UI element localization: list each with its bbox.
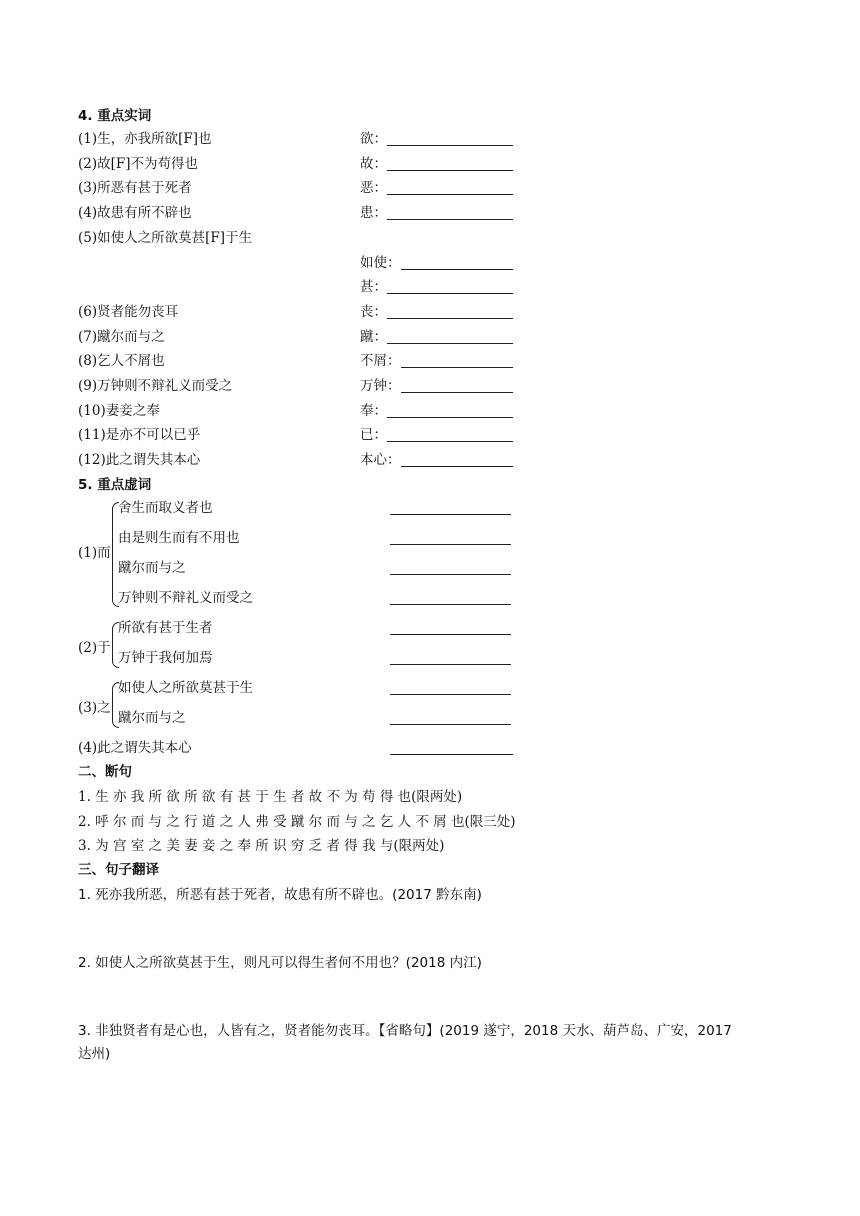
group-er-line-2: 由是则生而有不用也: [118, 530, 240, 546]
answer-blank[interactable]: [390, 724, 511, 725]
key-word-sentence: (8)乞人不屑也: [78, 353, 165, 369]
section-5-title: 5. 重点虚词: [78, 477, 152, 493]
answer-blank[interactable]: [387, 441, 513, 442]
answer-blank[interactable]: [387, 318, 513, 319]
key-word-label: 恶：: [360, 180, 387, 196]
key-word-label: 已：: [360, 427, 387, 443]
answer-blank[interactable]: [387, 145, 513, 146]
group-yu-line-2: 万钟于我何加焉: [118, 650, 213, 666]
answer-blank[interactable]: [387, 417, 513, 418]
group-er-line-4: 万钟则不辩礼义而受之: [118, 590, 253, 606]
key-word-sentence: (9)万钟则不辩礼义而受之: [78, 378, 233, 394]
key-word-label: 蹴：: [360, 329, 387, 345]
key-word-sentence: (3)所恶有甚于死者: [78, 180, 192, 196]
group-er-line-3: 蹴尔而与之: [118, 560, 186, 576]
answer-blank[interactable]: [401, 367, 514, 368]
answer-blank[interactable]: [390, 694, 511, 695]
duanju-title: 二、断句: [78, 764, 132, 780]
group-zhi-line-1: 如使人之所欲莫甚于生: [118, 680, 253, 696]
answer-blank[interactable]: [387, 343, 513, 344]
key-word-label: 患：: [360, 205, 387, 221]
key-word-sentence: (1)生，亦我所欲[F]也: [78, 131, 212, 147]
key-word-label: 本心：: [360, 452, 401, 468]
answer-blank[interactable]: [387, 293, 513, 294]
key-word-label: 万钟：: [360, 378, 401, 394]
group-yu-label: (2)于: [78, 640, 111, 656]
translation-q3-line1: 3. 非独贤者有是心也，人皆有之，贤者能勿丧耳。【省略句】(2019 遂宁，2018 天水、葫芦岛、广安，2017: [78, 1023, 732, 1039]
translation-q3-line2: 达州): [78, 1046, 111, 1062]
fanyi-title: 三、句子翻译: [78, 862, 159, 878]
key-word-sentence: (6)贤者能勿丧耳: [78, 304, 179, 320]
answer-blank[interactable]: [390, 604, 511, 605]
key-word-label: 甚：: [360, 279, 387, 295]
answer-blank[interactable]: [401, 392, 514, 393]
answer-blank[interactable]: [387, 219, 513, 220]
key-word-label: 奉：: [360, 403, 387, 419]
function-word-item-4: (4)此之谓失其本心: [78, 740, 192, 756]
answer-blank[interactable]: [387, 170, 513, 171]
translation-q1: 1. 死亦我所恶，所恶有甚于死者，故患有所不辟也。(2017 黔东南): [78, 887, 482, 903]
section-4-title: 4. 重点实词: [78, 108, 152, 124]
duanju-line-1: 1. 生 亦 我 所 欲 所 欲 有 甚 于 生 者 故 不 为 苟 得 也(限两处): [78, 789, 463, 805]
group-zhi-line-2: 蹴尔而与之: [118, 710, 186, 726]
key-word-sentence: (12)此之谓失其本心: [78, 452, 201, 468]
key-word-sentence: (11)是亦不可以已乎: [78, 427, 201, 443]
answer-blank[interactable]: [390, 754, 513, 755]
group-er-line-1: 舍生而取义者也: [118, 500, 213, 516]
key-word-sentence: (5)如使人之所欲莫甚[F]于生: [78, 230, 253, 246]
answer-blank[interactable]: [390, 664, 511, 665]
key-word-sentence: (2)故[F]不为苟得也: [78, 156, 199, 172]
key-word-sentence: (4)故患有所不辟也: [78, 205, 192, 221]
answer-blank[interactable]: [390, 574, 511, 575]
answer-blank[interactable]: [390, 544, 511, 545]
group-zhi-label: (3)之: [78, 700, 111, 716]
answer-blank[interactable]: [390, 514, 511, 515]
key-word-sentence: (10)妻妾之奉: [78, 403, 160, 419]
answer-blank[interactable]: [401, 269, 514, 270]
duanju-line-3: 3. 为 宫 室 之 美 妻 妾 之 奉 所 识 穷 乏 者 得 我 与(限两处): [78, 838, 445, 854]
duanju-line-2: 2. 呼 尔 而 与 之 行 道 之 人 弗 受 蹴 尔 而 与 之 乞 人 不 屑 也(限三处): [78, 814, 516, 830]
key-word-label: 不屑：: [360, 353, 401, 369]
group-yu-line-1: 所欲有甚于生者: [118, 620, 213, 636]
answer-blank[interactable]: [401, 466, 514, 467]
answer-blank[interactable]: [390, 634, 511, 635]
key-word-label: 欲：: [360, 131, 387, 147]
key-word-label: 丧：: [360, 304, 387, 320]
key-word-sentence: (7)蹴尔而与之: [78, 329, 165, 345]
key-word-label: 故：: [360, 156, 387, 172]
answer-blank[interactable]: [387, 194, 513, 195]
group-er-label: (1)而: [78, 545, 111, 561]
key-word-label: 如使：: [360, 255, 401, 271]
translation-q2: 2. 如使人之所欲莫甚于生，则凡可以得生者何不用也？(2018 内江): [78, 955, 482, 971]
